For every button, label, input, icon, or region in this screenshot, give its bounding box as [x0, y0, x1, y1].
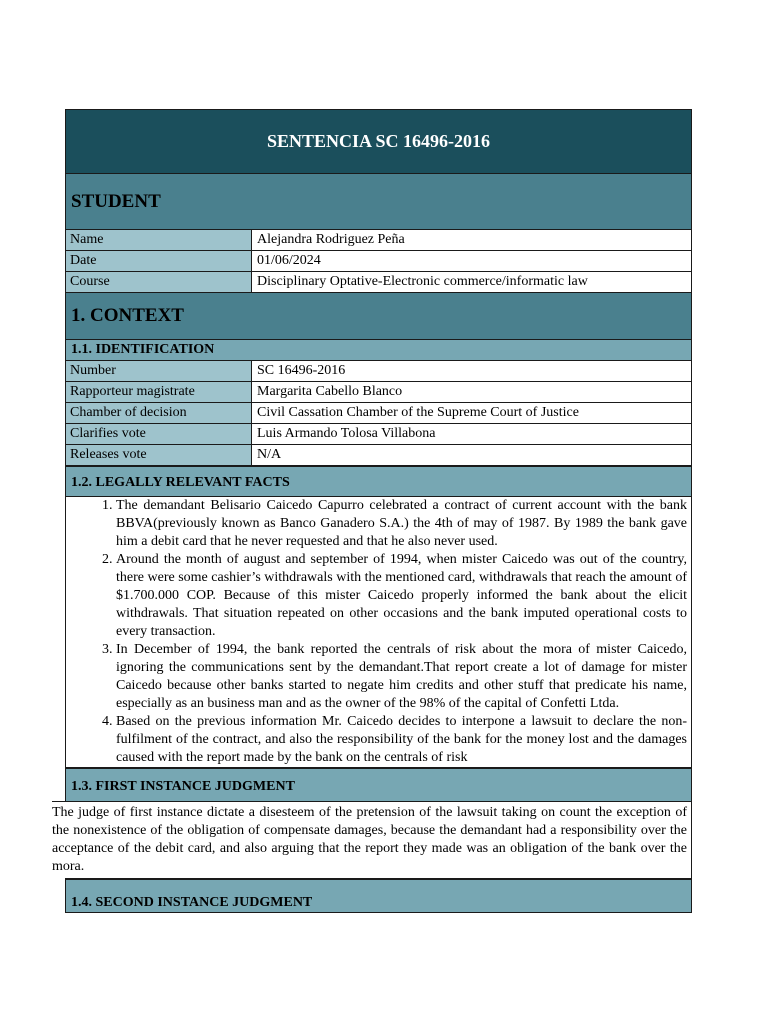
- fact-item: 3. In December of 1994, the bank reported the centrals of risk about the mora of mister Caicedo, ignoring the communications sent by the demandant.That report create a lot of damage for mister Caicedo because other banks started to negate him credits and other stuff that predicate his name, especially as an business man and as the owner of the 98% of the capital of Confetti Ltda.: [116, 641, 687, 713]
- identification-row-releases-vote: [66, 444, 691, 465]
- row-label: Course: [66, 272, 252, 292]
- student-row-date: [66, 250, 691, 271]
- facts-list: [66, 497, 687, 767]
- row-value: 01/06/2024: [252, 251, 691, 271]
- fact-item: 1. The demandant Belisario Caicedo Capurro celebrated a contract of current account with the bank BBVA(previously known as Banco Ganadero S.A.) the 4th of may of 1987. By 1989 the bank gave him a debit card that he never requested and that he also never used.: [116, 497, 687, 551]
- row-label: Number: [66, 361, 252, 381]
- facts-heading: 1.2. LEGALLY RELEVANT FACTS: [66, 465, 691, 496]
- fact-item: 4. Based on the previous information Mr. Caicedo decides to interpone a lawsuit to declare the non-fulfilment of the contract, and also the responsibility of the bank for the money lost and the damages caused with the report made by the bank on the centrals of risk: [116, 713, 687, 767]
- fact-item: 2. Around the month of august and september of 1994, when mister Caicedo was out of the country, there were some cashier’s withdrawals with the mentioned card, withdrawals that reach the amount of $1.700.000 COP. Because of this mister Caicedo properly informed the bank about the elicit withdrawals. That situation repeated on other occasions and the bank imputed operational costs to every transaction.: [116, 551, 687, 641]
- row-value: N/A: [252, 445, 691, 465]
- first-instance-heading: 1.3. FIRST INSTANCE JUDGMENT: [66, 767, 691, 801]
- context-heading: 1. CONTEXT: [66, 292, 691, 339]
- row-value: Margarita Cabello Blanco: [252, 382, 691, 402]
- row-label: Rapporteur magistrate: [66, 382, 252, 402]
- row-label: Name: [66, 230, 252, 250]
- second-instance-heading: [66, 878, 691, 913]
- row-value: Disciplinary Optative-Electronic commerce/informatic law: [252, 272, 691, 292]
- identification-row-number: [66, 360, 691, 381]
- second-instance-heading-label: 1.4. SECOND INSTANCE JUDGMENT: [71, 895, 313, 910]
- row-value: Alejandra Rodriguez Peña: [252, 230, 691, 250]
- student-row-course: [66, 271, 691, 292]
- facts-list-box: [66, 496, 691, 767]
- identification-heading: 1.1. IDENTIFICATION: [66, 339, 691, 360]
- row-value: Civil Cassation Chamber of the Supreme Court of Justice: [252, 403, 691, 423]
- document-sheet: [52, 109, 692, 913]
- row-label: Chamber of decision: [66, 403, 252, 423]
- identification-row-clarifies-vote: [66, 423, 691, 444]
- identification-row-rapporteur: [66, 381, 691, 402]
- row-value: Luis Armando Tolosa Villabona: [252, 424, 691, 444]
- row-label: Clarifies vote: [66, 424, 252, 444]
- student-heading: STUDENT: [66, 173, 691, 229]
- document-title: SENTENCIA SC 16496-2016: [66, 109, 691, 173]
- row-value: SC 16496-2016: [252, 361, 691, 381]
- first-instance-text: The judge of first instance dictate a disesteem of the pretension of the lawsuit taking on count the exception of the nonexistence of the obligation of compensate damages, because the demandant had a responsibility over the acceptance of the debit card, and also arguing that the report they made was an obligation of the bank over the mora.: [52, 801, 691, 878]
- row-label: Date: [66, 251, 252, 271]
- identification-row-chamber: [66, 402, 691, 423]
- row-label: Releases vote: [66, 445, 252, 465]
- student-row-name: [66, 229, 691, 250]
